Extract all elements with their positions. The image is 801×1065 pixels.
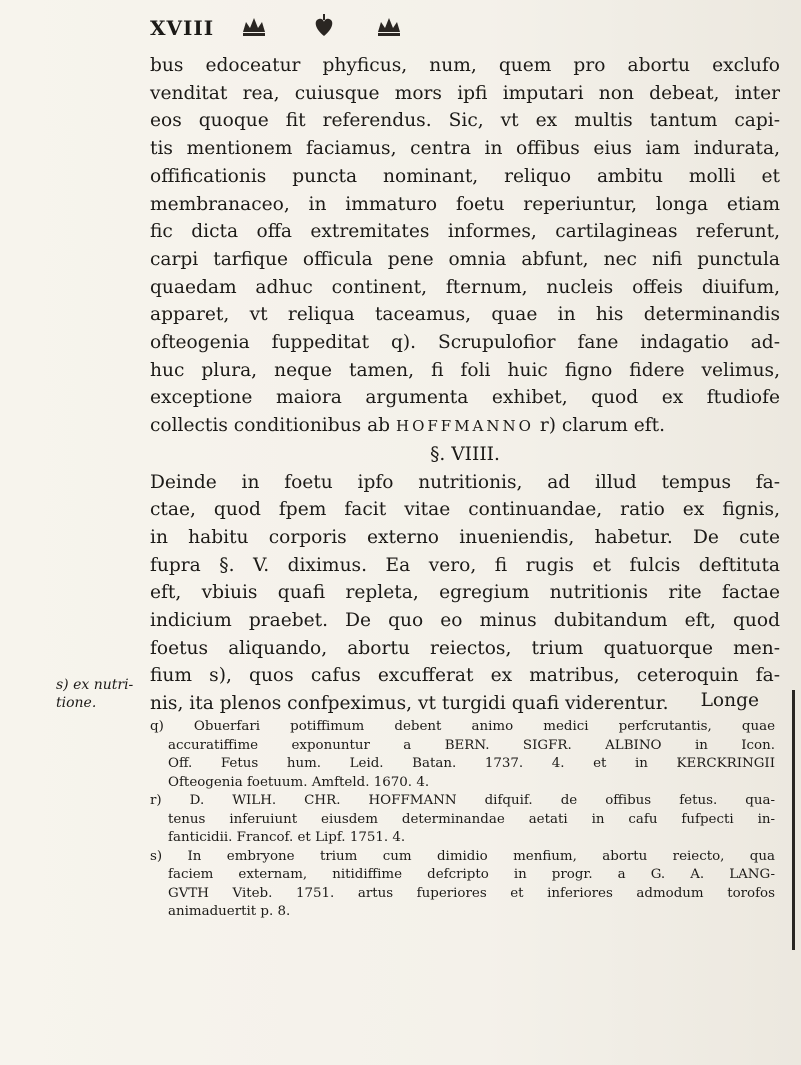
text-line — [150, 412, 780, 441]
footnote-line: GVTH Viteb. 1751. artus fuperiores et inferiores admodum torofos — [168, 885, 775, 901]
footnote-q — [150, 718, 775, 792]
section-heading: §. VIIII. — [430, 443, 500, 465]
text-line: in habitu corporis externo inueniendis, habetur. De cute — [150, 526, 780, 548]
footnote-line: r) D. WILH. CHR. HOFFMANN difquif. de offibus fetus. qua- — [150, 793, 775, 808]
catchword: Longe — [700, 690, 759, 711]
text-line: ofteogenia fuppeditat q). Scrupulofior fane indagatio ad- — [150, 332, 780, 354]
text-line: venditat rea, cuiusque mors ipfi imputari non debeat, inter — [150, 82, 780, 104]
footnote-line: faciem externam, nitidiffime defcripto in progr. a G. A. LANG- — [168, 867, 775, 882]
text-line: foetus aliquando, abortu reiectos, trium quatuorque men- — [150, 637, 780, 659]
footnote-line: s) In embryone trium cum dimidio menfium, abortu reiecto, qua — [150, 848, 775, 864]
crown-ornament-icon — [375, 12, 403, 40]
text-line: membranaceo, in immaturo foetu reperiuntur, longa etiam — [150, 193, 780, 215]
text-line: ctae, quod fpem facit vitae continuandae, ratio ex fignis, — [150, 499, 780, 521]
heart-ornament-icon — [310, 12, 338, 40]
text-line: tis mentionem faciamus, centra in offibus eius iam indurata, — [150, 138, 780, 160]
footnote-r — [150, 792, 775, 848]
text-line: indicium praebet. De quo eo minus dubitandum eft, quod — [150, 610, 780, 632]
text-line: offificationis puncta nominant, reliquo ambitu molli et — [150, 165, 780, 187]
page-number: XVIII — [150, 16, 215, 40]
footnote-line: Ofteogenia foetuum. Amfteld. 1670. 4. — [168, 774, 430, 790]
footnote-s — [150, 848, 775, 922]
text-fragment: collectis conditionibus ab — [150, 415, 391, 437]
margin-note-line: tione. — [56, 695, 97, 711]
text-line: quaedam adhuc continent, fternum, nucleis offeis diuifum, — [150, 276, 780, 298]
footnote-line: animaduertit p. 8. — [168, 904, 291, 919]
footnote-line: q) Obuerfari potiffimum debent animo medici perfcrutantis, quae — [150, 719, 775, 734]
main-text — [150, 52, 780, 718]
text-line: nis, ita plenos confpeximus, vt turgidi quafi viderentur. — [150, 693, 669, 715]
text-line: bus edoceatur phyficus, num, quem pro abortu exclufo — [150, 55, 780, 76]
margin-note — [56, 676, 146, 712]
text-line: apparet, vt reliqua taceamus, quae in his determinandis — [150, 304, 780, 326]
footnote-line: fanticidii. Francof. et Lipf. 1751. 4. — [168, 830, 406, 845]
text-line: eos quoque fit referendus. Sic, vt ex multis tantum capi- — [150, 110, 780, 132]
text-line: fupra §. V. diximus. Ea vero, fi rugis et fulcis deftituta — [150, 554, 780, 576]
text-line: exceptione maiora argumenta exhibet, quod ex ftudiofe — [150, 387, 780, 409]
crown-ornament-icon — [240, 12, 268, 40]
text-line: huc plura, neque tamen, fi foli huic figno fidere velimus, — [150, 359, 780, 381]
author-name-smallcaps: HOFFMANNO — [396, 417, 534, 436]
page-edge-shadow — [792, 690, 795, 950]
text-fragment: r) clarum eft. — [539, 415, 666, 437]
text-line: eft, vbiuis quafi repleta, egregium nutritionis rite factae — [150, 582, 780, 604]
text-line: carpi tarfique officula pene omnia abfunt, nec nifi punctula — [150, 248, 780, 270]
text-line: fic dicta offa extremitates informes, cartilagineas referunt, — [150, 221, 780, 243]
footnote-line: Off. Fetus hum. Leid. Batan. 1737. 4. et in KERCKRINGII — [168, 756, 775, 771]
page-header — [150, 6, 770, 46]
footnotes — [150, 718, 775, 922]
footnote-line: tenus inferuiunt eiusdem determinandae aetati in cafu fufpecti in- — [168, 811, 775, 827]
text-line: Deinde in foetu ipfo nutritionis, ad illud tempus fa- — [150, 471, 780, 493]
text-line: fium s), quos cafus excufferat ex matribus, ceteroquin fa- — [150, 665, 780, 687]
margin-note-line: s) ex nutri- — [56, 677, 134, 693]
footnote-line: accuratiffime exponuntur a BERN. SIGFR. ALBINO in Icon. — [168, 737, 775, 753]
